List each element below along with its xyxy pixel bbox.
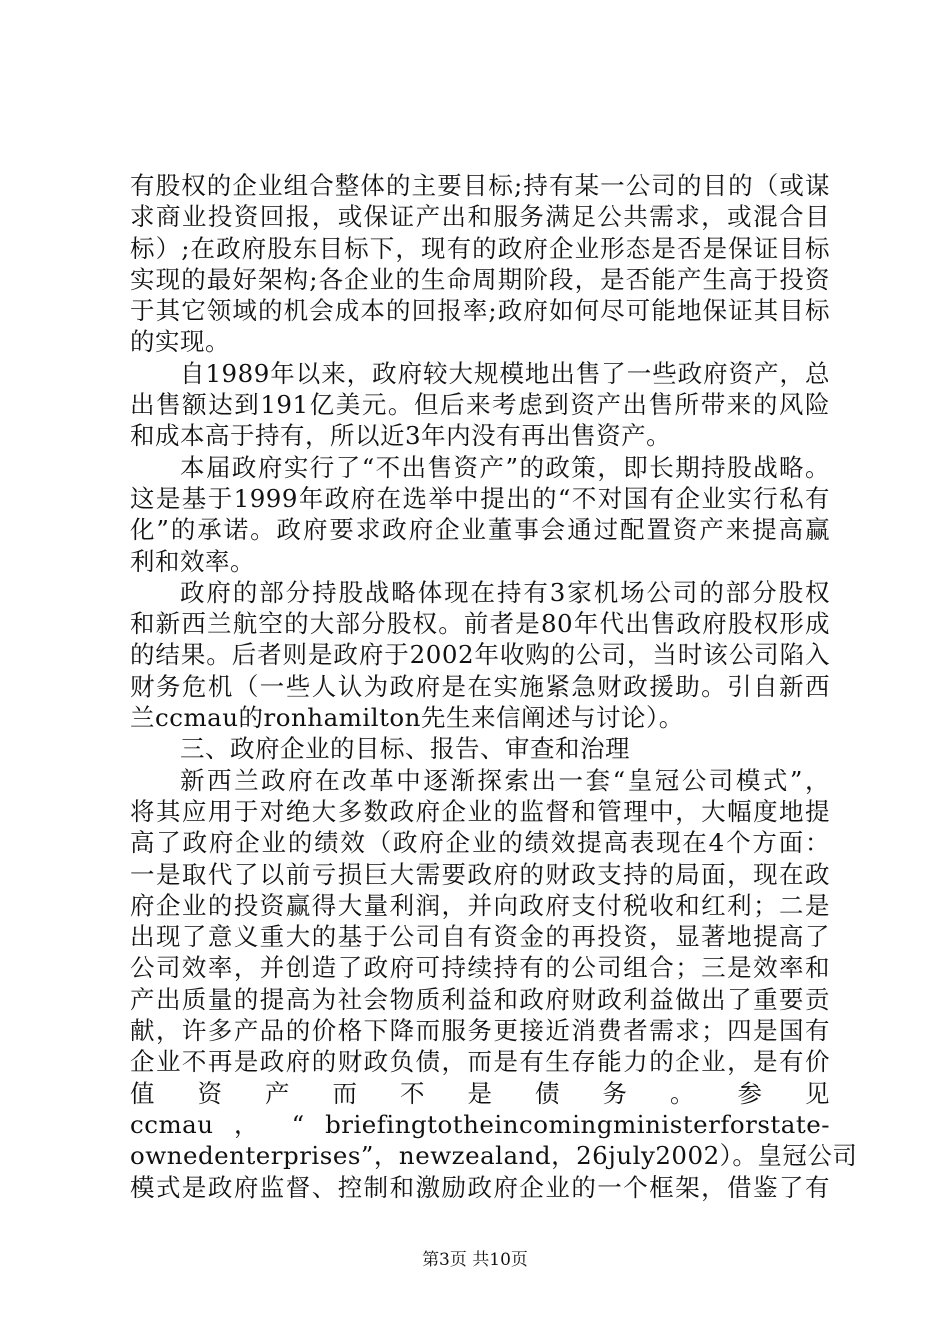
section-heading <box>130 733 830 764</box>
text-line: 化”的承诺。政府要求政府企业董事会通过配置资产来提高赢 <box>130 515 830 545</box>
text-line: 出现了意义重大的基于公司自有资金的再投资，显著地提高了 <box>130 922 830 952</box>
text-line: 企业不再是政府的财政负债，而是有生存能力的企业，是有价 <box>130 1047 830 1077</box>
heading-line: 三、政府企业的目标、报告、审查和治理 <box>180 734 630 764</box>
text-line: 一是取代了以前亏损巨大需要政府的财政支持的局面，现在政 <box>130 859 830 889</box>
text-line: 于其它领域的机会成本的回报率;政府如何尽可能地保证其目标 <box>130 296 830 326</box>
text-line: 产出质量的提高为社会物质利益和政府财政利益做出了重要贡 <box>130 984 830 1014</box>
text-line: 实现的最好架构;各企业的生命周期阶段，是否能产生高于投资 <box>130 264 830 294</box>
text-line: 本届政府实行了“不出售资产”的政策，即长期持股战略。 <box>180 452 830 482</box>
text-line: 高了政府企业的绩效（政府企业的绩效提高表现在4个方面： <box>130 828 830 858</box>
text-line: 和成本高于持有，所以近3年内没有再出售资产。 <box>130 421 672 451</box>
text-line: 府企业的投资赢得大量利润，并向政府支付税收和红利；二是 <box>130 890 830 920</box>
text-line: ccmau ， “ briefingtotheincomingministerforstate- <box>130 1109 830 1139</box>
page-number-footer: 第3页 共10页 <box>422 1250 528 1270</box>
text-line: 这是基于1999年政府在选举中提出的“不对国有企业实行私有 <box>130 483 830 513</box>
text-line: 标）;在政府股东目标下，现有的政府企业形态是否是保证目标 <box>130 233 830 263</box>
text-line: 公司效率，并创造了政府可持续持有的公司组合；三是效率和 <box>130 953 830 983</box>
text-line: ownedenterprises”，newzealand，26july2002）。皇冠公司 <box>130 1141 858 1171</box>
text-line: 财务危机（一些人认为政府是在实施紧急财政援助。引自新西 <box>130 671 830 701</box>
text-line: 新西兰政府在改革中逐渐探索出一套“皇冠公司模式”， <box>180 765 830 795</box>
text-line: 模式是政府监督、控制和激励政府企业的一个框架，借鉴了有 <box>130 1172 830 1202</box>
text-line: 将其应用于对绝大多数政府企业的监督和管理中，大幅度地提 <box>130 796 830 826</box>
text-line: 自1989年以来，政府较大规模地出售了一些政府资产，总 <box>180 358 830 388</box>
text-line: 的实现。 <box>130 327 230 357</box>
text-line: 献，许多产品的价格下降而服务更接近消费者需求；四是国有 <box>130 1016 830 1046</box>
paragraph <box>130 577 830 733</box>
paragraph <box>130 358 830 452</box>
text-line: 的结果。后者则是政府于2002年收购的公司，当时该公司陷入 <box>130 640 830 670</box>
text-line: 利和效率。 <box>130 546 255 576</box>
paragraph <box>130 452 830 577</box>
text-line: 和新西兰航空的大部分股权。前者是80年代出售政府股权形成 <box>130 609 830 639</box>
text-line: 值 资 产 而 不 是 债 务 。 参 见 <box>130 1078 830 1108</box>
paragraph <box>130 170 830 358</box>
paragraph <box>130 765 858 1203</box>
text-line: 有股权的企业组合整体的主要目标;持有某一公司的目的（或谋 <box>130 171 830 200</box>
text-line: 求商业投资回报，或保证产出和服务满足公共需求，或混合目 <box>130 202 830 232</box>
text-line: 兰ccmau的ronhamilton先生来信阐述与讨论）。 <box>130 703 684 733</box>
text-line: 政府的部分持股战略体现在持有3家机场公司的部分股权 <box>180 577 830 607</box>
document-body <box>130 170 858 1203</box>
text-line: 出售额达到191亿美元。但后来考虑到资产出售所带来的风险 <box>130 390 830 420</box>
